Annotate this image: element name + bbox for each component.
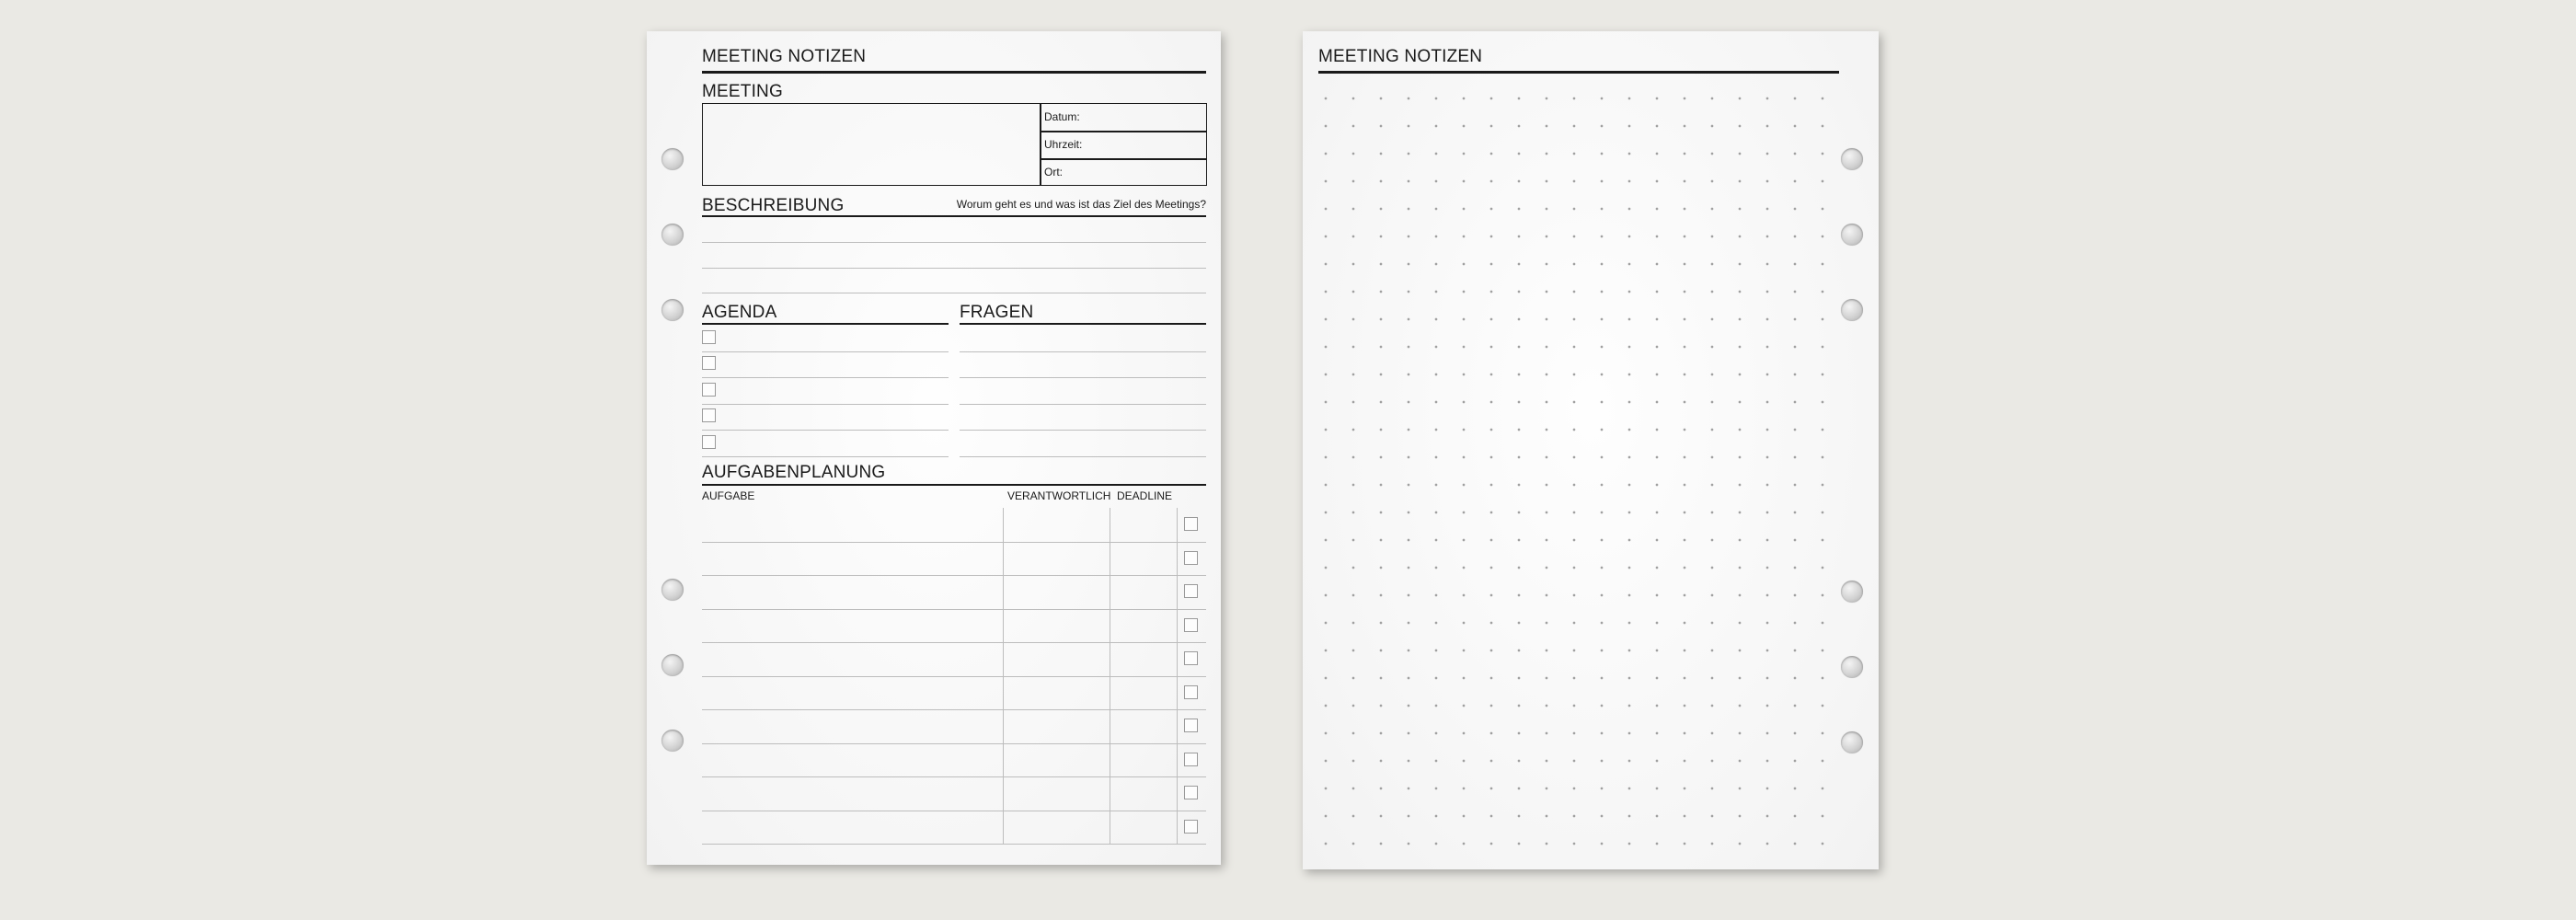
task-rule [702,484,1206,486]
task-row-line [702,676,1206,677]
deadline-column-header: DEADLINE [1117,489,1173,502]
time-field-label: Uhrzeit: [1044,138,1083,151]
task-column-header: AUFGABE [702,489,755,502]
task-done-checkbox [1184,719,1198,732]
question-line [960,430,1206,431]
task-done-checkbox [1184,685,1198,699]
task-row-line [702,609,1206,610]
task-section-title: AUFGABENPLANUNG [702,463,886,482]
agenda-line [702,456,949,457]
agenda-checkbox [702,408,716,422]
binder-hole [1841,731,1863,753]
agenda-checkbox [702,356,716,370]
page-title: MEETING NOTIZEN [1318,47,1483,66]
meeting-section-title: MEETING [702,82,783,101]
binder-hole [661,299,684,321]
meeting-fields-divider [1040,103,1041,186]
task-done-checkbox [1184,786,1198,799]
questions-section-title: FRAGEN [960,303,1034,322]
task-done-checkbox [1184,584,1198,598]
binder-hole [661,224,684,246]
question-line [960,377,1206,378]
questions-rule [960,323,1206,325]
page-title: MEETING NOTIZEN [702,47,867,66]
binder-hole [661,730,684,752]
agenda-checkbox [702,383,716,397]
agenda-checkbox [702,435,716,449]
column-divider [1177,508,1178,844]
dot-grid-notes-page [1303,31,1879,869]
agenda-checkbox [702,330,716,344]
binder-hole [1841,148,1863,170]
task-done-checkbox [1184,551,1198,565]
description-section-title: BESCHREIBUNG [702,196,845,215]
binder-hole [661,579,684,601]
question-line [960,404,1206,405]
title-rule [702,71,1206,74]
binder-hole [1841,299,1863,321]
question-line [960,351,1206,352]
task-row-line [702,575,1206,576]
description-hint: Worum geht es und was ist das Ziel des Meetings? [956,198,1206,211]
task-row-line [702,776,1206,777]
binder-hole [1841,581,1863,603]
question-line [960,456,1206,457]
agenda-line [702,404,949,405]
agenda-line [702,351,949,352]
agenda-line [702,377,949,378]
dot-grid [1312,85,1836,859]
task-row-line [702,642,1206,643]
owner-column-header: VERANTWORTLICH [1007,489,1111,502]
task-row-line [702,743,1206,744]
writing-line [702,268,1206,269]
meeting-notes-template-page [647,31,1221,865]
meeting-field-row-divider [1040,158,1207,160]
binder-hole [661,654,684,676]
task-done-checkbox [1184,753,1198,766]
meeting-box [702,103,1207,186]
task-row-line [702,844,1206,845]
title-rule [1318,71,1839,74]
writing-line [702,242,1206,243]
agenda-rule [702,323,949,325]
task-done-checkbox [1184,651,1198,665]
column-divider [1003,508,1004,844]
agenda-line [702,430,949,431]
task-row-line [702,542,1206,543]
task-done-checkbox [1184,618,1198,632]
task-done-checkbox [1184,517,1198,531]
description-rule [702,215,1206,217]
binder-hole [1841,224,1863,246]
binder-hole [1841,656,1863,678]
binder-hole [661,148,684,170]
date-field-label: Datum: [1044,110,1080,123]
task-row-line [702,709,1206,710]
agenda-section-title: AGENDA [702,303,777,322]
meeting-field-row-divider [1040,131,1207,132]
location-field-label: Ort: [1044,166,1063,178]
task-done-checkbox [1184,820,1198,834]
